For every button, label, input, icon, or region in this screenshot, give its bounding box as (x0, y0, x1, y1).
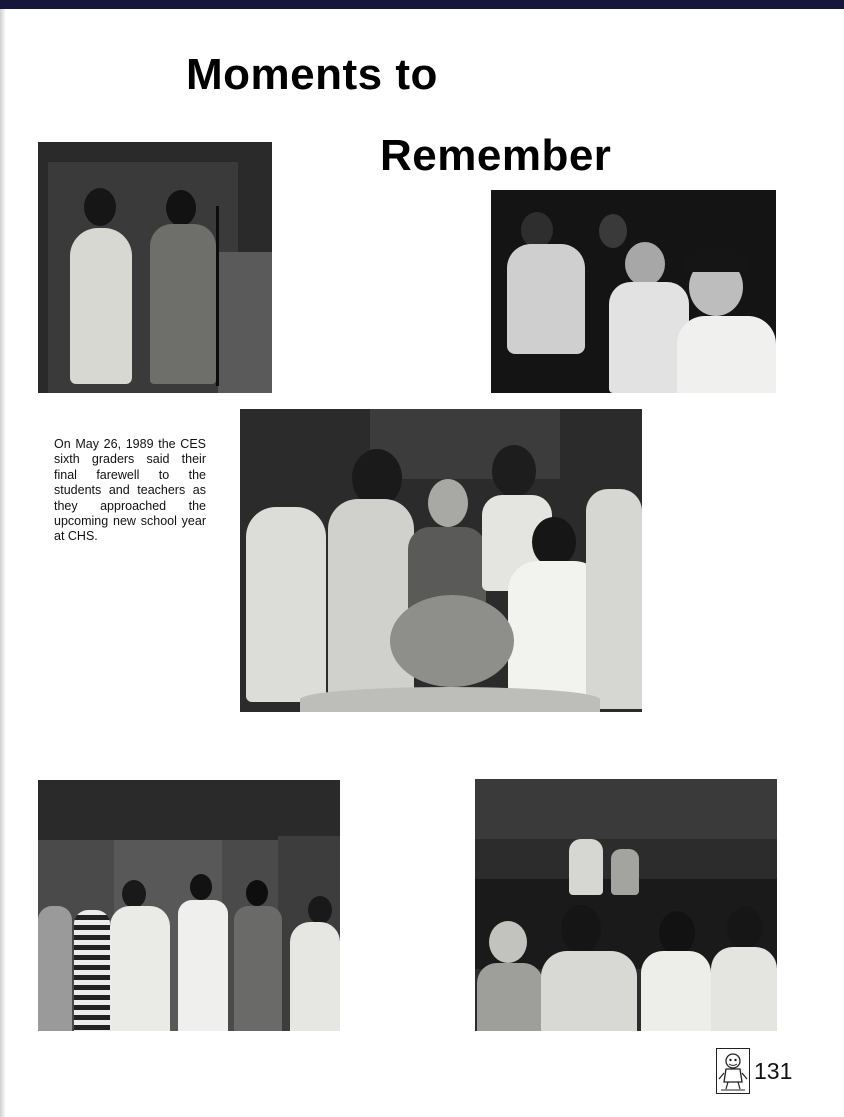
page-folio (716, 1047, 792, 1095)
photo-students-standing (38, 780, 340, 1031)
photo-crowd-seated (475, 779, 777, 1031)
photo-group-with-flowers (240, 409, 642, 712)
page-binding-shadow (0, 9, 6, 1117)
page-title-line-1: Moments to (186, 50, 438, 99)
page-number: 131 (754, 1057, 793, 1084)
mascot-icon (716, 1048, 750, 1094)
page-top-edge (0, 0, 844, 9)
page-title-line-2: Remember (380, 131, 612, 180)
photo-award-handshake (38, 142, 272, 393)
photo-caption: On May 26, 1989 the CES sixth graders said their final farewell to the students and teachers as they approached the upcoming new school year at CHS. (54, 437, 206, 544)
photo-girls-seated (491, 190, 776, 393)
